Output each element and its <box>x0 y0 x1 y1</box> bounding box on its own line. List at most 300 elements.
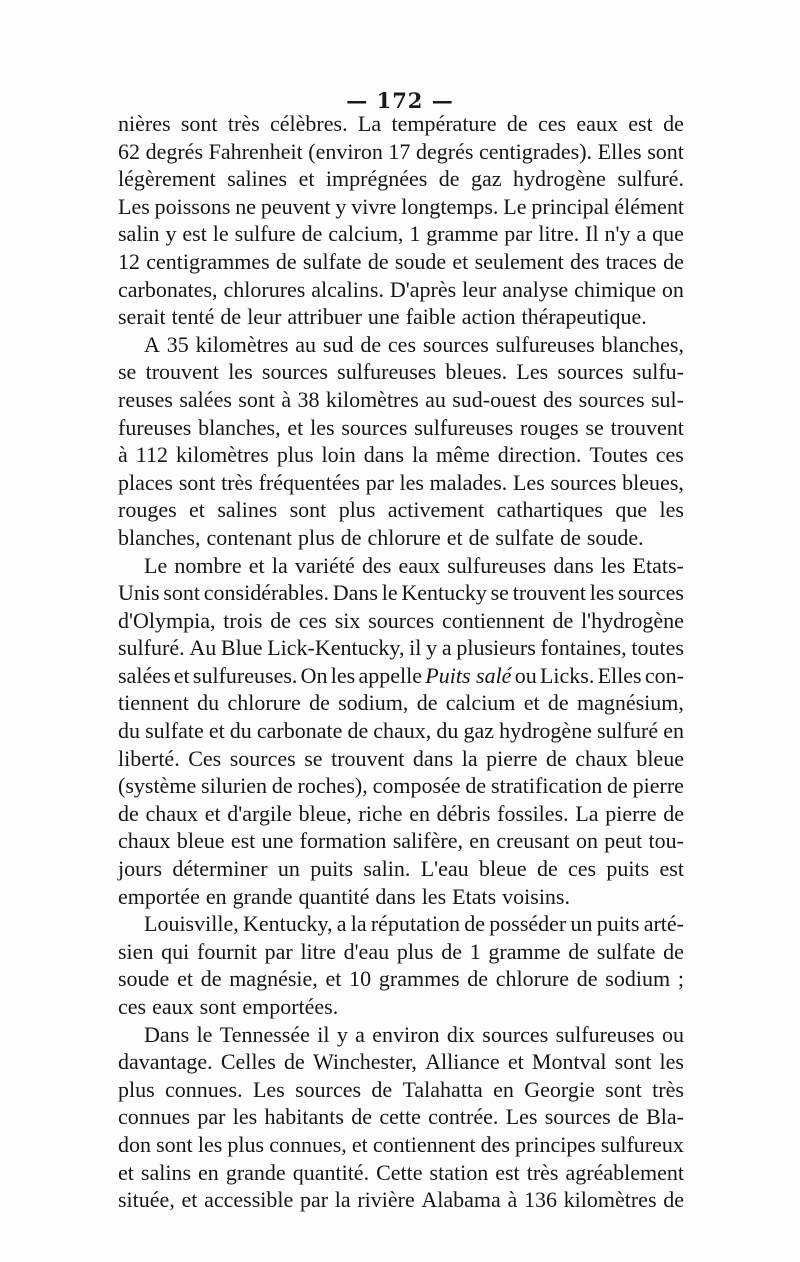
word: Georgie <box>524 1076 595 1102</box>
word: sont <box>238 386 275 412</box>
word: de <box>416 690 438 716</box>
word: connues. <box>165 1076 243 1102</box>
word: ces <box>568 856 597 882</box>
word: don <box>118 1131 151 1157</box>
word: chaux <box>575 745 628 771</box>
word: carbonate <box>256 718 343 744</box>
word: et <box>204 800 221 826</box>
word: par <box>264 938 293 964</box>
word: des <box>361 552 392 578</box>
text-line <box>118 662 684 690</box>
word: que <box>615 497 648 523</box>
word: ou <box>661 1021 684 1047</box>
word: Les <box>505 1104 538 1130</box>
word: de <box>347 718 369 744</box>
word: thérapeutique. <box>521 304 647 330</box>
word: environ <box>372 1021 440 1047</box>
word: Blue <box>220 635 263 661</box>
word: calcium <box>445 690 516 716</box>
word: les <box>399 469 424 495</box>
word: et <box>507 1049 524 1075</box>
word: un <box>277 856 300 882</box>
word: Le <box>503 193 527 219</box>
word: Elles <box>597 662 642 688</box>
text-line <box>118 993 684 1021</box>
word: 10 <box>349 966 372 992</box>
text-line <box>118 1131 684 1159</box>
word: silurien <box>201 773 268 799</box>
word: sont <box>289 497 327 523</box>
text-line <box>118 855 684 883</box>
word: les <box>600 552 626 578</box>
word: de <box>309 690 330 716</box>
text-line <box>118 138 684 166</box>
text-line <box>118 910 684 938</box>
word: très <box>227 111 260 136</box>
word: 112 <box>135 442 168 468</box>
word: sont <box>163 580 200 606</box>
word: bleue <box>636 745 684 771</box>
word: sources <box>341 414 408 440</box>
word: sulfureux <box>600 1131 684 1157</box>
word: au <box>295 331 317 357</box>
word: se <box>304 745 323 771</box>
word: et <box>248 552 265 578</box>
word: sulfuré <box>597 718 659 744</box>
word: places <box>118 469 173 495</box>
word: station <box>429 1159 489 1185</box>
word: de <box>467 966 489 992</box>
text-line <box>118 276 684 304</box>
text-line <box>118 1186 684 1214</box>
word: emportées. <box>242 994 339 1019</box>
word: trouvent <box>610 414 684 440</box>
word: débris <box>436 800 491 826</box>
word: de <box>220 304 242 330</box>
word: bleue, <box>298 800 352 826</box>
word: de <box>663 111 684 136</box>
word: en <box>493 1076 514 1102</box>
word: de <box>568 938 589 964</box>
word: en <box>205 883 227 909</box>
word: plus <box>118 1076 155 1102</box>
word: loin <box>321 442 356 468</box>
word: y <box>165 221 177 247</box>
word: de <box>441 938 462 964</box>
word: Fahrenheit <box>208 138 303 164</box>
word: est <box>182 221 207 247</box>
word: de <box>371 1076 393 1102</box>
word: Le <box>144 552 168 578</box>
word: toutes <box>631 635 684 661</box>
word: Licks. <box>539 662 595 688</box>
word: sources <box>550 469 617 495</box>
word: est <box>495 1159 520 1185</box>
word: Etats <box>452 883 497 909</box>
word: n'y <box>604 221 631 247</box>
word: sulfureuses. <box>192 662 298 688</box>
word: de <box>663 248 684 274</box>
word: la <box>412 442 428 468</box>
word: gramme <box>488 938 561 964</box>
word: du <box>436 718 459 744</box>
word: jours <box>118 856 162 882</box>
word: sources <box>617 580 684 606</box>
word: con- <box>644 662 684 688</box>
word: sulfuré. <box>118 635 185 661</box>
word: On <box>300 662 328 688</box>
word: du <box>118 718 140 744</box>
word: gaz <box>471 166 502 192</box>
word: la <box>271 552 288 578</box>
word: Tennessée <box>219 1021 310 1047</box>
word: et <box>298 166 315 192</box>
word: de <box>547 690 569 716</box>
text-line <box>118 220 684 248</box>
word: puits <box>606 856 650 882</box>
word: une <box>367 304 400 330</box>
word: composée <box>372 773 461 799</box>
word: il <box>409 635 422 661</box>
word: roches), <box>297 773 368 799</box>
word: bleues. <box>445 359 508 385</box>
word: les <box>310 414 335 440</box>
word: a <box>636 221 647 247</box>
word: on <box>575 828 598 854</box>
word: chlorure <box>495 966 570 992</box>
word: grande <box>232 883 293 909</box>
word: de <box>618 1104 639 1130</box>
word: de <box>351 1104 373 1130</box>
text-line <box>118 579 684 607</box>
text-line <box>118 358 684 386</box>
word: dans <box>553 552 594 578</box>
word: et <box>351 1131 368 1157</box>
word: est <box>628 111 653 136</box>
word: chlorures <box>223 276 306 302</box>
word: de <box>552 607 574 633</box>
text-line <box>118 524 684 552</box>
word: sud <box>322 331 354 357</box>
word: Talahatta <box>402 1076 483 1102</box>
word: fureuses <box>118 414 192 440</box>
word: sont <box>614 1049 652 1075</box>
word: de <box>545 745 567 771</box>
word: chlorure <box>227 690 301 716</box>
word: chaux <box>118 828 171 854</box>
word: sulfureuses <box>495 331 595 357</box>
word: les <box>330 662 356 688</box>
body-text <box>118 110 684 1214</box>
word: trouvent <box>145 359 219 385</box>
word: les <box>659 1049 684 1075</box>
word: action <box>461 304 516 330</box>
word: fossiles. <box>497 800 569 826</box>
word: et <box>181 1187 198 1213</box>
word: sulfuré. <box>617 166 684 192</box>
word: sources <box>557 359 624 385</box>
word: la <box>461 745 478 771</box>
word: qui <box>161 938 190 964</box>
word: par <box>365 469 394 495</box>
word: de <box>607 773 628 799</box>
word: La <box>357 111 382 136</box>
text-line <box>118 193 684 221</box>
word: sodium <box>605 966 671 992</box>
word: en <box>469 828 491 854</box>
word: ces <box>655 442 684 468</box>
word: malades. <box>429 469 508 495</box>
word: élément <box>614 193 684 219</box>
word: fontaines, <box>540 635 627 661</box>
text-line <box>118 689 684 717</box>
word: tou- <box>648 828 684 854</box>
word: poissons <box>154 193 231 219</box>
word: Kentucky <box>401 580 487 606</box>
word: bleue <box>176 828 225 854</box>
text-line <box>118 331 684 359</box>
text-line <box>118 248 684 276</box>
word: kilomètres <box>325 386 419 412</box>
word: Bla- <box>646 1104 684 1130</box>
word: est <box>230 828 256 854</box>
word: Celles <box>220 1049 276 1075</box>
word: même <box>435 442 490 468</box>
word: sont <box>178 469 216 495</box>
word: d'eau <box>343 938 390 964</box>
word: très <box>526 1159 559 1185</box>
word: dix <box>446 1021 475 1047</box>
word: fournit <box>197 938 257 964</box>
word: degrés <box>145 138 204 164</box>
word: de <box>438 166 460 192</box>
word: peut <box>604 828 643 854</box>
word: sud-ouest <box>452 386 537 412</box>
word: une <box>261 828 294 854</box>
word: L'eau <box>420 856 469 882</box>
word: Il <box>585 221 599 247</box>
word: les <box>197 1131 223 1157</box>
word: de <box>367 248 389 274</box>
word: centigrammes <box>146 248 270 274</box>
word: réputation <box>370 911 461 937</box>
word: et <box>177 966 193 992</box>
word: sulfureuses <box>414 414 514 440</box>
word: de <box>576 966 598 992</box>
word: salifère, <box>392 828 463 854</box>
word: Alliance <box>425 1049 500 1075</box>
word: sources <box>368 607 435 633</box>
word: Dans <box>332 580 378 606</box>
text-line <box>118 772 684 800</box>
word: par <box>299 1187 329 1213</box>
text-line <box>118 1076 684 1104</box>
word: de <box>271 773 293 799</box>
word: puits <box>310 856 354 882</box>
word: magnésium, <box>576 690 684 716</box>
word: (environ <box>308 138 383 164</box>
word: sul- <box>651 386 684 412</box>
word: D'après <box>389 276 457 302</box>
word: et <box>118 1159 134 1185</box>
word: pierre <box>632 773 684 799</box>
word: les <box>421 883 447 909</box>
word: Au <box>189 635 217 661</box>
word: sources <box>295 1076 362 1102</box>
word: la <box>334 1187 351 1213</box>
word: six <box>334 607 361 633</box>
text-line <box>118 965 684 993</box>
word: a <box>336 911 347 937</box>
word: 38 <box>297 386 320 412</box>
word: en <box>198 1159 219 1185</box>
word: de <box>663 800 684 826</box>
word: de <box>464 911 486 937</box>
word: eaux <box>576 111 618 136</box>
word: des <box>542 386 573 412</box>
word: Les <box>512 469 545 495</box>
word: de <box>468 524 490 550</box>
word: et <box>173 662 190 688</box>
word: de <box>284 1049 305 1075</box>
word: les <box>589 580 615 606</box>
word: chaux, <box>373 718 432 744</box>
text-line <box>118 938 684 966</box>
word: hydrogène <box>513 166 606 192</box>
word: stratification <box>491 773 603 799</box>
word: ces <box>118 994 147 1019</box>
word: centigrades). <box>479 138 593 164</box>
word: kilomètres <box>175 442 269 468</box>
word: des <box>480 1131 510 1157</box>
word: Cette <box>376 1159 423 1185</box>
text-line <box>118 883 684 911</box>
word: Alabama <box>421 1187 501 1213</box>
word: de <box>301 221 323 247</box>
text-line <box>118 827 684 855</box>
word: située, <box>118 1187 175 1213</box>
word: Lick-Kentucky, <box>267 635 405 661</box>
text-line <box>118 552 684 580</box>
word: cette <box>379 1104 421 1130</box>
word: 1 <box>469 938 481 964</box>
word: de <box>200 966 222 992</box>
word: sulfate <box>495 524 555 550</box>
word: chlorure <box>367 524 441 550</box>
word: Montval <box>531 1049 607 1075</box>
word: blanches, <box>118 524 201 550</box>
word: de <box>340 524 362 550</box>
word: sources <box>578 386 645 412</box>
word: direction. <box>497 442 582 468</box>
word: considérables. <box>203 580 329 606</box>
italic-phrase: Puits salé <box>425 662 512 688</box>
word: et <box>287 414 304 440</box>
word: a <box>355 1021 365 1047</box>
word: contiennent <box>441 607 545 633</box>
word: sien <box>118 938 154 964</box>
word: ces <box>537 111 567 136</box>
word: appelle <box>358 662 423 688</box>
word: tenté <box>171 304 215 330</box>
word: pierre <box>605 800 657 826</box>
word: posséder <box>489 911 567 937</box>
word: que <box>652 221 684 247</box>
word: cathartiques <box>496 497 603 523</box>
word: longtemps. <box>401 193 499 219</box>
word: connues <box>118 1104 191 1130</box>
word: sources <box>229 745 296 771</box>
word: hydrogène <box>499 718 592 744</box>
word: salines <box>217 497 278 523</box>
text-line <box>118 441 684 469</box>
text-line <box>118 800 684 828</box>
word: peuvent <box>260 193 331 219</box>
word: variété <box>294 552 355 578</box>
word: fréquentées <box>258 469 360 495</box>
word: pierre <box>486 745 538 771</box>
word: imprégnées <box>325 166 428 192</box>
word: eaux <box>152 994 194 1019</box>
word: bleue <box>478 856 527 882</box>
word: serait <box>118 304 166 330</box>
word: a <box>441 635 452 661</box>
word: quantité. <box>292 1159 370 1185</box>
word: la <box>350 911 367 937</box>
word: sulfate <box>302 248 362 274</box>
word: par <box>504 221 533 247</box>
text-line <box>118 717 684 745</box>
word: ces <box>298 607 327 633</box>
word: carbonates, <box>118 276 218 302</box>
text-line <box>118 165 684 193</box>
word: soude <box>118 966 170 992</box>
word: y <box>335 193 347 219</box>
word: sources <box>482 1021 549 1047</box>
word: blanches, <box>198 414 281 440</box>
word: en <box>663 718 684 744</box>
word: salines <box>227 166 288 192</box>
word: 35 <box>166 331 189 357</box>
word: de <box>465 773 487 799</box>
word: température <box>391 111 497 136</box>
word: salées <box>118 662 171 688</box>
word: plus <box>298 524 335 550</box>
word: seulement <box>474 248 564 274</box>
word: sulfureuses <box>337 359 437 385</box>
word: les <box>232 1104 258 1130</box>
word: les <box>659 497 684 523</box>
word: légèrement <box>118 166 216 192</box>
word: du <box>197 690 220 716</box>
word: gaz <box>463 718 494 744</box>
word: rouges <box>118 497 177 523</box>
word: trois <box>223 607 263 633</box>
word: et <box>189 497 205 523</box>
word: chaux <box>145 800 198 826</box>
word: les <box>228 359 253 385</box>
word: dans <box>363 442 405 468</box>
word: principes <box>515 1131 596 1157</box>
word: rouges <box>519 414 579 440</box>
text-line <box>118 496 684 524</box>
text-line <box>118 303 684 331</box>
word: sodium, <box>338 690 409 716</box>
word: vivre <box>351 193 397 219</box>
word: contiennent <box>372 1131 476 1157</box>
word: y <box>336 1021 348 1047</box>
text-line <box>118 607 684 635</box>
